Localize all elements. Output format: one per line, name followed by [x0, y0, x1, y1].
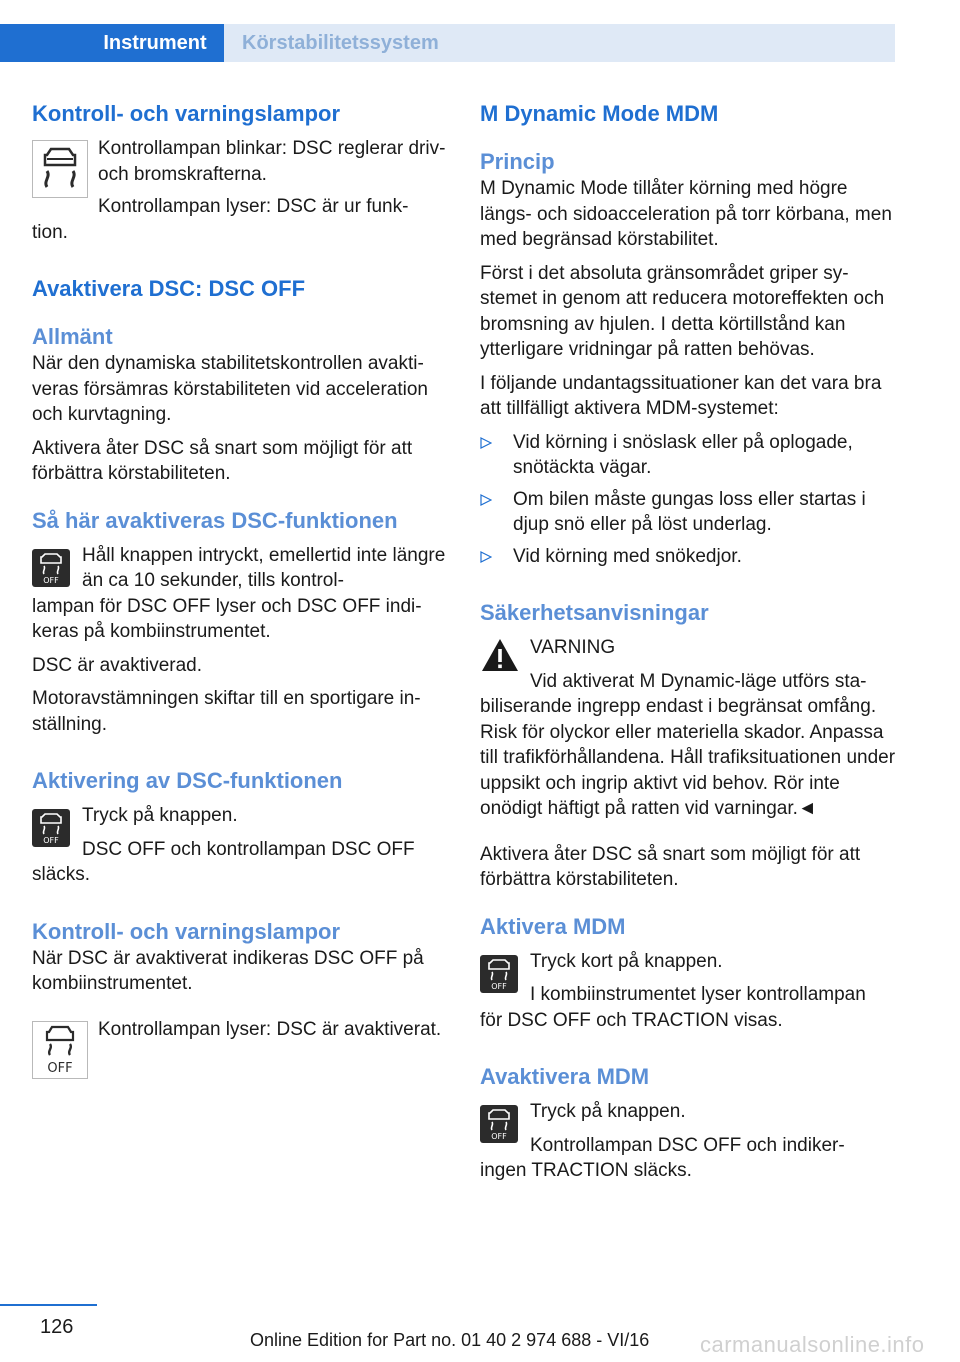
- list-item: [480, 544, 898, 570]
- dsc-off-button-icon: [480, 1105, 518, 1143]
- edition-text: Online Edition for Part no. 01 40 2 974 688 - VI/16: [250, 1330, 650, 1350]
- heading-how-to-deactivate: Så här avaktiveras DSC-funktionen: [32, 507, 398, 533]
- howto-paragraph-3: Motoravstämningen skiftar till en sportigare inställning.: [32, 688, 421, 735]
- heading-general: Allmänt: [32, 324, 113, 349]
- heading-mdm: M Dynamic Mode MDM: [480, 101, 719, 126]
- lamp-on-text-a: Kontrollampan lyser: DSC är ur funk-: [98, 196, 409, 217]
- tab-bar-accent: [0, 24, 86, 62]
- activate-mdm-section: [480, 949, 898, 1034]
- dsc-off-button-icon: [480, 955, 518, 993]
- warning-triangle-icon: [480, 637, 520, 673]
- activation-text-a: Tryck på knappen.: [82, 805, 238, 826]
- heading-activation: Aktivering av DSC-funktionen: [32, 768, 343, 793]
- principle-paragraph-2: Först i det absoluta gränsområdet griper systemet in genom att reducera motoreffekten och bromsning av hjulen. I detta körtillstånd kan ytterligare vridningar på ratten behövas.: [480, 262, 885, 360]
- tab-korstabilitetssystem[interactable]: Körstabilitetssystem: [224, 24, 895, 62]
- lamp-blink-text: Kontrollampan blinkar: DSC reglerar driv- och bromskrafterna.: [98, 138, 446, 185]
- watermark: carmanualsonline.info: [700, 1332, 925, 1357]
- dsc-off-button-icon: [32, 809, 70, 847]
- list-item-text: Vid körning med snökedjor.: [513, 545, 742, 567]
- warning-section: [480, 635, 898, 822]
- svg-text:OFF: OFF: [43, 575, 59, 585]
- list-item: [480, 430, 898, 481]
- warning-text-a: Vid aktiverat M Dynamic-läge utförs sta-: [530, 670, 867, 692]
- activation-text-b: DSC OFF och kontrollampan DSC OFF: [82, 838, 415, 860]
- lamp-on-text-b: tion.: [32, 221, 68, 243]
- lamp-section: [32, 136, 450, 245]
- principle-paragraph-3: I följande undantagssituationer kan det vara bra att tillfälligt aktivera MDM-systemet:: [480, 372, 882, 419]
- dsc-skid-car-icon: [32, 140, 88, 198]
- dsc-off-lamp-icon: [32, 1021, 88, 1079]
- heading-activate-mdm: Aktivera MDM: [480, 913, 626, 939]
- deactivate-mdm-section: [480, 1099, 898, 1184]
- howto-paragraph-2: DSC är avaktiverad.: [32, 654, 203, 676]
- bullet-triangle-icon: [480, 494, 492, 506]
- list-item-text: Om bilen måste gungas loss eller startas i djup snö eller på löst underlag.: [513, 488, 866, 535]
- list-item-text: Vid körning i snöslask eller på oplogade, snötäckta vägar.: [513, 431, 853, 478]
- activation-section: [32, 803, 450, 888]
- exception-list: [480, 430, 898, 570]
- svg-text:OFF: OFF: [491, 1132, 507, 1141]
- general-paragraph-1: När den dynamiska stabilitetskontrollen avaktiveras försämras körstabiliteten vid acceleration och kurvtagning.: [32, 353, 429, 425]
- svg-text:OFF: OFF: [43, 836, 59, 845]
- heading-safety: Säkerhetsanvisningar: [480, 600, 709, 625]
- activation-text-c: släcks.: [32, 864, 91, 885]
- general-paragraph-2: Aktivera åter DSC så snart som möjligt för att förbättra körstabiliteten.: [32, 437, 413, 484]
- howto-text-b: lampan för DSC OFF lyser och DSC OFF indikeras på kombiinstrumentet.: [32, 595, 422, 642]
- safety-paragraph-2: Aktivera åter DSC så snart som möjligt för att förbättra körstabiliteten.: [480, 843, 861, 890]
- deactivate-mdm-text-b: Kontrollampan DSC OFF och indiker-: [530, 1134, 845, 1156]
- footer-rule: [0, 1304, 97, 1306]
- header-tab-bar: [0, 24, 895, 62]
- warning-title: VARNING: [530, 637, 616, 658]
- svg-text:OFF: OFF: [491, 981, 507, 991]
- lamps2-paragraph-1: När DSC är avaktiverat indikeras DSC OFF på kombiinstrumentet.: [32, 947, 424, 994]
- page-number: 126: [40, 1316, 74, 1338]
- tab-instrument[interactable]: Instrument: [86, 24, 224, 62]
- deactivate-mdm-text-c: ingen TRACTION släcks.: [480, 1160, 692, 1181]
- lamps2-section: [32, 1017, 450, 1076]
- howto-text-a: Håll knappen intryckt, emellertid inte längre än ca 10 sekunder, tills kontrol-: [82, 544, 446, 591]
- principle-paragraph-1: M Dynamic Mode tillåter körning med högre längs- och sidoacceleration på torr körbana, men med begränsad körstabilitet.: [480, 178, 892, 250]
- svg-text:OFF: OFF: [47, 1060, 73, 1076]
- warning-text-b: biliserande ingrepp endast i begränsat omfång. Risk för olyckor eller materiella skador. Anpassa till trafikförhållandena. Håll trafiksituationen under uppsikt och ingrip aktivt vid behov. Rör inte onödigt häftigt på ratten vid varningar.◄: [480, 696, 896, 819]
- heading-control-lamps: Kontroll- och varningslampor: [32, 101, 341, 126]
- right-column: [480, 100, 898, 1184]
- heading-principle: Princip: [480, 149, 555, 174]
- heading-deactivate-dsc: Avaktivera DSC: DSC OFF: [32, 276, 306, 301]
- activate-mdm-text-a: Tryck kort på knappen.: [530, 950, 723, 972]
- left-column: [32, 100, 450, 1076]
- heading-control-lamps-2: Kontroll- och varningslampor: [32, 918, 341, 944]
- list-item: [480, 487, 898, 538]
- deactivate-mdm-text-a: Tryck på knappen.: [530, 1101, 686, 1122]
- howto-section: [32, 543, 450, 645]
- bullet-triangle-icon: [480, 551, 492, 563]
- dsc-off-button-icon: [32, 549, 70, 587]
- lamps2-paragraph-2: Kontrollampan lyser: DSC är avaktiverat.: [98, 1018, 442, 1040]
- bullet-triangle-icon: [480, 437, 492, 449]
- heading-deactivate-mdm: Avaktivera MDM: [480, 1064, 650, 1089]
- activate-mdm-text-b: I kombiinstrumentet lyser kontrollampan: [530, 984, 866, 1005]
- activate-mdm-text-c: för DSC OFF och TRACTION visas.: [480, 1009, 783, 1031]
